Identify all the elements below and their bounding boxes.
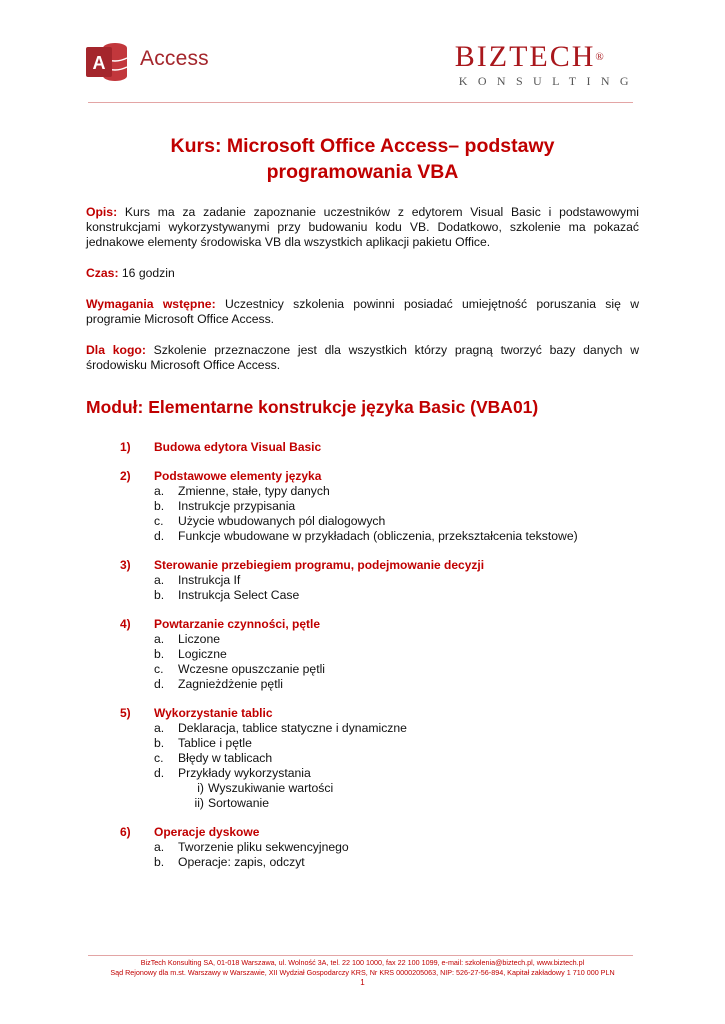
registered-mark: ® <box>595 51 604 63</box>
list-item-text: Instrukcja If <box>178 573 241 587</box>
list-item-letter: a. <box>154 840 165 854</box>
list-item-text: Instrukcja Select Case <box>178 588 300 602</box>
biztech-logo <box>455 42 639 89</box>
footer-line-1: BizTech Konsulting SA, 01-018 Warszawa, ul. Wolność 3A, tel. 22 100 1000, fax 22 100 1099, e-mail: szkolenia@biztech.pl, www.biztech.pl <box>140 958 585 967</box>
list-item-text: Zmienne, stałe, typy danych <box>178 484 330 498</box>
list-item <box>154 632 639 647</box>
list-item <box>154 677 639 692</box>
section-heading <box>86 617 639 632</box>
list-item <box>154 529 639 544</box>
list-item-letter: d. <box>154 677 165 691</box>
list-item-letter: b. <box>154 855 165 869</box>
page-footer <box>60 958 665 978</box>
section-heading <box>86 706 639 721</box>
list-item-letter: a. <box>154 484 165 498</box>
sub-list-item <box>184 781 639 796</box>
duration-label: Czas: <box>86 266 119 280</box>
description-text: Kurs ma za zadanie zapoznanie uczestników z edytorem Visual Basic i podstawowymi konstrukcjami wykorzystywanymi przy budowaniu kodu VB. Dodatkowo, szkolenie ma pokazać jednakowe elementy środowiska VB dla wszystkich aplikacji pakietu Office. <box>86 205 639 249</box>
list-item-letter: a. <box>154 721 165 735</box>
description-paragraph <box>86 205 639 250</box>
list-item <box>154 514 639 529</box>
audience-text: Szkolenie przeznaczone jest dla wszystkich którzy pragną tworzyć bazy danych w środowisku Microsoft Office Access. <box>86 343 639 372</box>
section-items <box>154 632 639 692</box>
list-item <box>154 721 639 736</box>
outline-section <box>86 558 639 603</box>
description-label: Opis: <box>86 205 118 219</box>
duration-text: 16 godzin <box>118 266 175 280</box>
sub-list-item-numeral: ii) <box>194 796 204 810</box>
section-items <box>154 573 639 603</box>
outline-section <box>86 706 639 811</box>
list-item-text: Logiczne <box>178 647 227 661</box>
section-number: 6) <box>120 825 131 839</box>
audience-label: Dla kogo: <box>86 343 146 357</box>
section-number: 4) <box>120 617 131 631</box>
list-item-text: Użycie wbudowanych pól dialogowych <box>178 514 386 528</box>
list-item <box>154 766 639 781</box>
duration-paragraph <box>86 266 639 281</box>
requirements-paragraph <box>86 297 639 327</box>
module-outline <box>86 440 639 870</box>
section-number: 5) <box>120 706 131 720</box>
section-title: Budowa edytora Visual Basic <box>154 440 322 454</box>
section-items <box>154 721 639 811</box>
module-title: Moduł: Elementarne konstrukcje języka Basic (VBA01) <box>86 397 539 417</box>
access-logo-letter: A <box>92 53 106 73</box>
sub-list-item-text: Sortowanie <box>208 796 269 810</box>
list-item-text: Operacje: zapis, odczyt <box>178 855 305 869</box>
list-item-text: Zagnieżdżenie pętli <box>178 677 284 691</box>
list-item-letter: c. <box>154 514 164 528</box>
sub-list-item <box>184 796 639 811</box>
section-title: Podstawowe elementy języka <box>154 469 322 483</box>
list-item-letter: b. <box>154 647 165 661</box>
biztech-name: BIZTECH <box>454 40 596 73</box>
audience-paragraph <box>86 343 639 373</box>
list-item-text: Funkcje wbudowane w przykładach (obliczenia, przekształcenia tekstowe) <box>178 529 578 543</box>
section-number: 1) <box>120 440 131 454</box>
list-item <box>154 840 639 855</box>
footer-divider <box>88 955 633 956</box>
access-label: Access <box>140 47 209 70</box>
sub-list <box>184 781 639 811</box>
list-item-letter: d. <box>154 529 165 543</box>
outline-section <box>86 825 639 870</box>
page-number: 1 <box>360 978 365 987</box>
section-items <box>154 840 639 870</box>
requirements-label: Wymagania wstępne: <box>86 297 216 311</box>
list-item-letter: c. <box>154 662 164 676</box>
list-item-text: Błędy w tablicach <box>178 751 273 765</box>
list-item-letter: a. <box>154 632 165 646</box>
section-number: 2) <box>120 469 131 483</box>
footer-line-2: Sąd Rejonowy dla m.st. Warszawy w Warszawie, XII Wydział Gospodarczy KRS, Nr KRS 0000205063, NIP: 526-27-56-894, Kapitał zakładowy 1 710 000 PLN <box>110 968 615 977</box>
access-logo-icon <box>86 40 128 84</box>
section-heading <box>86 558 639 573</box>
section-heading <box>86 440 639 455</box>
list-item-letter: b. <box>154 499 165 513</box>
outline-section <box>86 440 639 455</box>
list-item <box>154 855 639 870</box>
list-item-text: Tworzenie pliku sekwencyjnego <box>178 840 349 854</box>
list-item <box>154 662 639 677</box>
section-items <box>154 484 639 544</box>
header-divider <box>88 102 633 103</box>
biztech-subtitle: KONSULTING <box>458 74 639 88</box>
list-item-text: Deklaracja, tablice statyczne i dynamiczne <box>178 721 407 735</box>
list-item-letter: b. <box>154 736 165 750</box>
list-item <box>154 573 639 588</box>
list-item-text: Tablice i pętle <box>178 736 252 750</box>
section-heading <box>86 825 639 840</box>
section-heading <box>86 469 639 484</box>
list-item-text: Liczone <box>178 632 221 646</box>
requirements-text: Uczestnicy szkolenia powinni posiadać umiejętność poruszania się w programie Microsoft Office Access. <box>86 297 639 326</box>
section-number: 3) <box>120 558 131 572</box>
section-title: Powtarzanie czynności, pętle <box>154 617 321 631</box>
document-body <box>86 133 639 884</box>
list-item-text: Wczesne opuszczanie pętli <box>178 662 325 676</box>
list-item <box>154 499 639 514</box>
list-item <box>154 736 639 751</box>
list-item <box>154 588 639 603</box>
sub-list-item-text: Wyszukiwanie wartości <box>208 781 334 795</box>
list-item <box>154 484 639 499</box>
section-title: Operacje dyskowe <box>154 825 260 839</box>
section-title: Sterowanie przebiegiem programu, podejmowanie decyzji <box>154 558 485 572</box>
list-item-letter: c. <box>154 751 164 765</box>
list-item-letter: d. <box>154 766 165 780</box>
list-item-letter: a. <box>154 573 165 587</box>
course-title: Kurs: Microsoft Office Access– podstawy programowania VBA <box>170 135 555 183</box>
outline-section <box>86 617 639 692</box>
list-item <box>154 751 639 766</box>
sub-list-item-numeral: i) <box>197 781 204 795</box>
section-title: Wykorzystanie tablic <box>154 706 273 720</box>
list-item-text: Instrukcje przypisania <box>178 499 296 513</box>
page-header <box>0 0 725 110</box>
list-item-letter: b. <box>154 588 165 602</box>
outline-section <box>86 469 639 544</box>
list-item <box>154 647 639 662</box>
biztech-title <box>455 42 639 72</box>
list-item-text: Przykłady wykorzystania <box>178 766 311 780</box>
